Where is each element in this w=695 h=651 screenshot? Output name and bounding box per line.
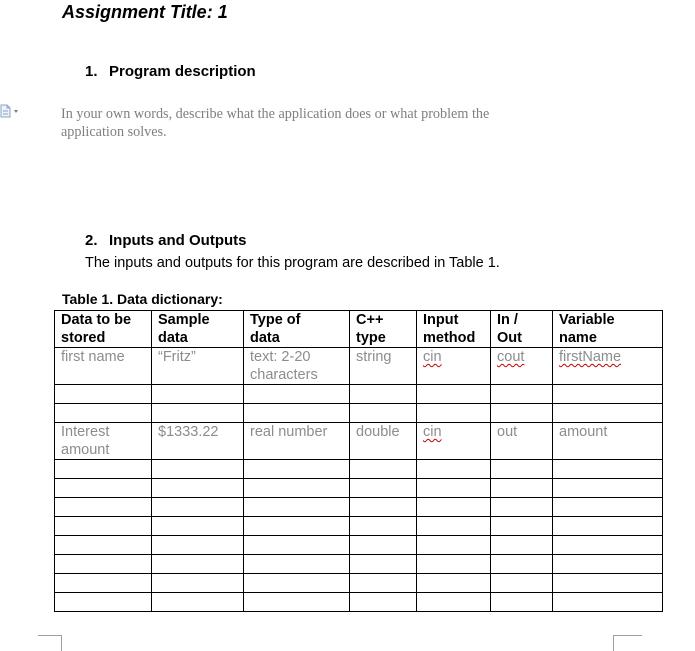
table-cell[interactable] (55, 536, 152, 555)
table-row (55, 404, 663, 423)
table-cell[interactable] (491, 517, 553, 536)
table-cell[interactable] (244, 555, 350, 574)
cell-text: amount (559, 424, 608, 440)
table-cell[interactable] (55, 423, 152, 460)
table-row (55, 460, 663, 479)
table-cell[interactable] (417, 498, 491, 517)
cell-text: out (497, 424, 518, 440)
header-sample-data: Sample data (152, 311, 244, 348)
table-cell[interactable] (491, 385, 553, 404)
table-cell[interactable] (553, 404, 663, 423)
table-cell[interactable] (55, 460, 152, 479)
table-cell[interactable] (491, 555, 553, 574)
section-1-number: 1. (85, 63, 98, 80)
table-cell[interactable] (152, 423, 244, 460)
table-cell[interactable] (553, 498, 663, 517)
cell-text: Interest amount (61, 424, 110, 458)
table-cell[interactable] (244, 385, 350, 404)
description-placeholder[interactable]: In your own words, describe what the application does or what problem the application solves. (61, 106, 490, 140)
table-row (55, 348, 663, 385)
assignment-title: Assignment Title: 1 (62, 2, 228, 22)
header-in-out: In / Out (491, 311, 553, 348)
table-cell[interactable] (55, 555, 152, 574)
table-row (55, 574, 663, 593)
table-cell[interactable] (491, 404, 553, 423)
table-cell[interactable] (350, 479, 417, 498)
page-corner-left (38, 634, 64, 651)
table-cell[interactable] (55, 479, 152, 498)
table-cell[interactable] (152, 385, 244, 404)
table-cell[interactable] (55, 498, 152, 517)
table-cell[interactable] (417, 574, 491, 593)
table-cell[interactable] (152, 574, 244, 593)
table-cell[interactable] (152, 348, 244, 385)
table-cell[interactable] (350, 574, 417, 593)
table-cell[interactable] (417, 404, 491, 423)
table-cell[interactable] (417, 555, 491, 574)
table-cell[interactable] (553, 348, 663, 385)
cell-text: $1333.22 (158, 424, 219, 440)
table-cell[interactable] (417, 593, 491, 612)
table-cell[interactable] (417, 423, 491, 460)
cell-text: cout (497, 349, 525, 365)
cell-text: real number (250, 424, 328, 440)
table-cell[interactable] (491, 348, 553, 385)
table-cell[interactable] (350, 536, 417, 555)
table-cell[interactable] (55, 517, 152, 536)
table-cell[interactable] (417, 385, 491, 404)
table-cell[interactable] (417, 517, 491, 536)
table-row (55, 593, 663, 612)
header-variable-name: Variable name (553, 311, 663, 348)
header-cpp-type: C++ type (350, 311, 417, 348)
table-cell[interactable] (152, 479, 244, 498)
table-cell[interactable] (350, 348, 417, 385)
table-cell[interactable] (244, 348, 350, 385)
table-cell[interactable] (553, 423, 663, 460)
inputs-outputs-text: The inputs and outputs for this program are described in Table 1. (85, 255, 500, 271)
page-corner-right (612, 634, 642, 651)
table-row (55, 498, 663, 517)
table-cell[interactable] (152, 404, 244, 423)
table-cell[interactable] (491, 574, 553, 593)
table-cell[interactable] (417, 460, 491, 479)
table-row (55, 536, 663, 555)
table-cell[interactable] (417, 536, 491, 555)
section-1-heading: Program description (109, 63, 256, 80)
table-cell[interactable] (244, 479, 350, 498)
table-row (55, 555, 663, 574)
table-cell[interactable] (491, 593, 553, 612)
section-2-heading: Inputs and Outputs (109, 232, 247, 249)
table-row (55, 423, 663, 460)
table-cell[interactable] (244, 423, 350, 460)
cell-text: “Fritz” (158, 349, 196, 365)
table-cell[interactable] (553, 385, 663, 404)
table-cell[interactable] (553, 536, 663, 555)
table-caption: Table 1. Data dictionary: (62, 291, 223, 307)
table-cell[interactable] (55, 348, 152, 385)
table-cell[interactable] (350, 555, 417, 574)
table-cell[interactable] (417, 479, 491, 498)
cell-text: text: 2-20 characters (250, 349, 318, 383)
table-cell[interactable] (244, 536, 350, 555)
table-cell[interactable] (55, 385, 152, 404)
cell-text: first name (61, 349, 125, 365)
table-header-row (55, 311, 663, 348)
table-cell[interactable] (350, 423, 417, 460)
table-cell[interactable] (152, 555, 244, 574)
table-cell[interactable] (55, 593, 152, 612)
table-cell[interactable] (152, 460, 244, 479)
section-2-number: 2. (85, 232, 98, 249)
table-cell[interactable] (350, 404, 417, 423)
table-cell[interactable] (244, 404, 350, 423)
table-cell[interactable] (350, 517, 417, 536)
table-cell[interactable] (417, 348, 491, 385)
table-cell[interactable] (350, 498, 417, 517)
table-cell[interactable] (553, 593, 663, 612)
table-cell[interactable] (350, 385, 417, 404)
table-cell[interactable] (553, 460, 663, 479)
table-cell[interactable] (553, 517, 663, 536)
table-cell[interactable] (350, 593, 417, 612)
cell-text: cin (423, 424, 442, 440)
document-options-icon[interactable] (0, 104, 22, 118)
table-cell[interactable] (152, 517, 244, 536)
table-cell[interactable] (244, 460, 350, 479)
table-cell[interactable] (553, 555, 663, 574)
table-cell[interactable] (491, 423, 553, 460)
table-cell[interactable] (244, 498, 350, 517)
table-cell[interactable] (152, 593, 244, 612)
table-cell[interactable] (553, 479, 663, 498)
table-cell[interactable] (244, 517, 350, 536)
table-cell[interactable] (244, 593, 350, 612)
cell-text: string (356, 349, 392, 365)
header-data-stored: Data to be stored (55, 311, 152, 348)
table-cell[interactable] (350, 460, 417, 479)
table-cell[interactable] (152, 536, 244, 555)
table-cell[interactable] (491, 498, 553, 517)
cell-text: double (356, 424, 400, 440)
table-row (55, 517, 663, 536)
cell-text: firstName (559, 349, 622, 365)
header-type-of-data: Type of data (244, 311, 350, 348)
table-cell[interactable] (553, 574, 663, 593)
cell-text: cin (423, 349, 442, 365)
table-cell[interactable] (491, 479, 553, 498)
table-cell[interactable] (152, 498, 244, 517)
table-row (55, 479, 663, 498)
table-cell[interactable] (491, 536, 553, 555)
table-cell[interactable] (491, 460, 553, 479)
table-row (55, 385, 663, 404)
data-dictionary-table (54, 310, 663, 612)
header-input-method: Input method (417, 311, 491, 348)
table-cell[interactable] (55, 574, 152, 593)
table-cell[interactable] (55, 404, 152, 423)
table-cell[interactable] (244, 574, 350, 593)
